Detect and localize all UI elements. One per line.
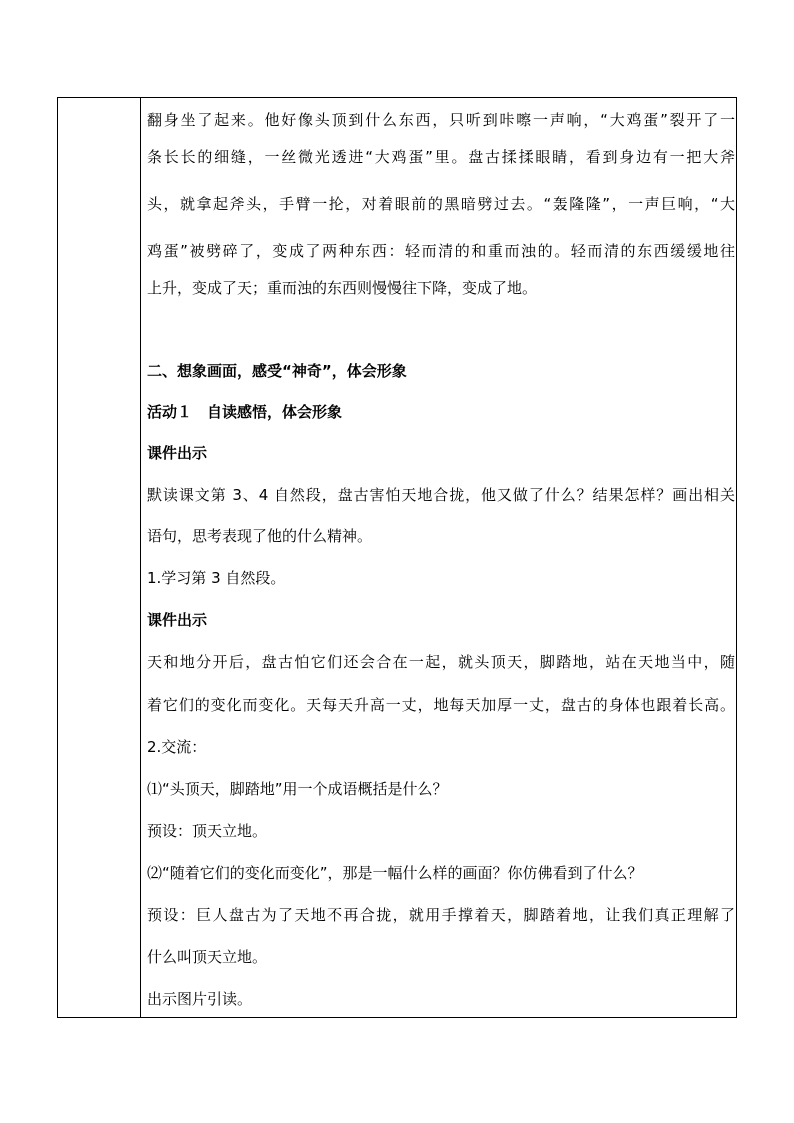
question-item: ⑵“随着它们的变化而变化”，那是一幅什么样的画面？你仿佛看到了什么？ — [147, 864, 643, 882]
column-divider — [140, 98, 141, 1017]
paragraph-line: 条长长的细缝，一丝微光透进“大鸡蛋”里。盘古揉揉眼睛，看到身边有一把大斧 — [147, 148, 735, 166]
activity-heading: 活动１ 自读感悟，体会形象 — [147, 403, 343, 421]
paragraph-line: 语句，思考表现了他的什么精神。 — [147, 527, 373, 545]
paragraph-line: 什么叫顶天立地。 — [147, 948, 268, 966]
question-item: ⑴“头顶天，脚踏地”用一个成语概括是什么？ — [147, 780, 448, 798]
paragraph-line: 头，就拿起斧头，手臂一抡，对着眼前的黑暗劈过去。“轰隆隆”，一声巨响，“大 — [147, 195, 735, 213]
step-item: 2.交流： — [147, 738, 207, 756]
paragraph-line: 出示图片引读。 — [147, 990, 253, 1008]
answer-item: 预设：巨人盘古为了天地不再合拢，就用手撑着天，脚踏着地，让我们真正理解了 — [147, 906, 735, 924]
paragraph-line: 天和地分开后，盘古怕它们还会合在一起，就头顶天，脚踏地，站在天地当中，随 — [147, 653, 735, 671]
answer-item: 预设：顶天立地。 — [147, 822, 268, 840]
paragraph-line: 默读课文第 3、4 自然段，盘古害怕天地合拢，他又做了什么？结果怎样？画出相关 — [147, 486, 735, 504]
paragraph-line: 翻身坐了起来。他好像头顶到什么东西，只听到咔嚓一声响，“大鸡蛋”裂开了一 — [147, 111, 735, 129]
section-heading: 二、想象画面，感受“神奇”，体会形象 — [147, 362, 407, 380]
courseware-label: 课件出示 — [147, 444, 208, 462]
courseware-label: 课件出示 — [147, 611, 208, 629]
step-item: 1.学习第 3 自然段。 — [147, 569, 286, 587]
paragraph-line: 上升，变成了天；重而浊的东西则慢慢往下降，变成了地。 — [147, 279, 538, 297]
content-table — [57, 97, 737, 1018]
paragraph-line: 鸡蛋”被劈碎了，变成了两种东西：轻而清的和重而浊的。轻而清的东西缓缓地往 — [147, 242, 735, 260]
paragraph-line: 着它们的变化而变化。天每天升高一丈，地每天加厚一丈，盘古的身体也跟着长高。 — [147, 696, 735, 714]
